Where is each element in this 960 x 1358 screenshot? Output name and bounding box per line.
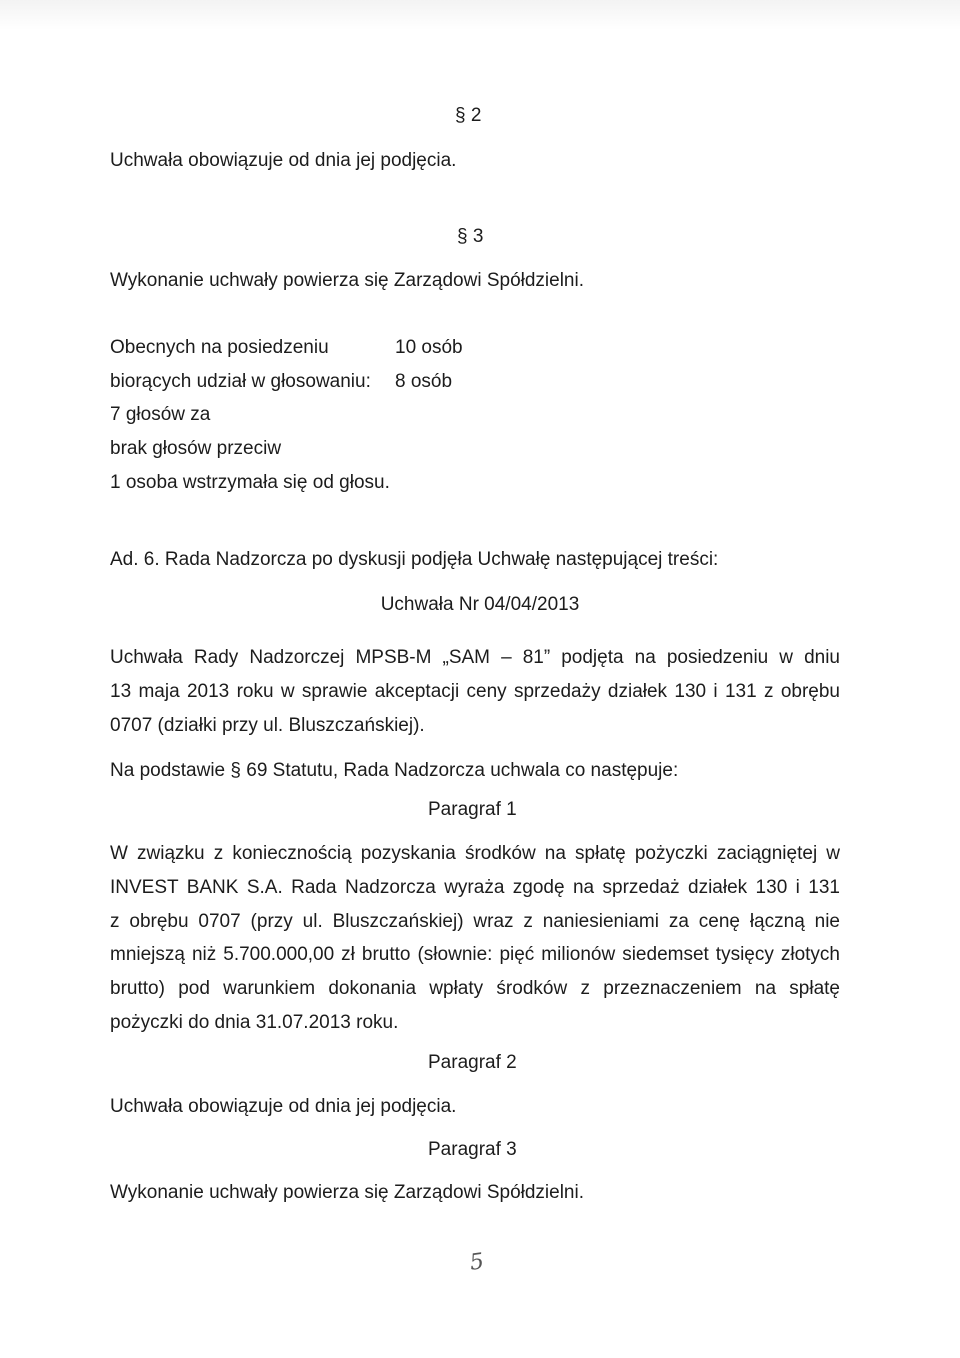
section-2-heading: § 2 <box>455 105 482 126</box>
section-3-heading: § 3 <box>457 226 484 247</box>
preamble-line: Uchwała Rady Nadzorczej MPSB-M „SAM – 81” podjęta na posiedzeniu w dniu <box>110 647 840 668</box>
paragraph-1-line: z obrębu 0707 (przy ul. Bluszczańskiej) wraz z naniesieniami za cenę łączną nie <box>110 911 840 932</box>
paragraph-1-heading: Paragraf 1 <box>428 799 517 820</box>
paragraph-1-line: INVEST BANK S.A. Rada Nadzorcza wyraża zgodę na sprzedaż działek 130 i 131 <box>110 877 840 898</box>
attendance-present-value: 10 osób <box>395 337 463 358</box>
attendance-voting-value: 8 osób <box>395 371 453 392</box>
handwritten-page-number: 5 <box>468 1249 486 1276</box>
preamble-line: 0707 (działki przy ul. Bluszczańskiej). <box>110 715 425 736</box>
resolution-title: Uchwała Nr 04/04/2013 <box>380 594 580 615</box>
votes-for: 7 głosów za <box>110 404 211 425</box>
item-6-intro: Ad. 6. Rada Nadzorcza po dyskusji podjęła Uchwałę następującej treści: <box>110 549 719 570</box>
preamble-line: 13 maja 2013 roku w sprawie akceptacji ceny sprzedaży działek 130 i 131 z obrębu <box>110 681 840 702</box>
paragraph-2-text: Uchwała obowiązuje od dnia jej podjęcia. <box>110 1096 457 1117</box>
votes-against: brak głosów przeciw <box>110 438 282 459</box>
legal-basis: Na podstawie § 69 Statutu, Rada Nadzorcza uchwala co następuje: <box>110 760 679 781</box>
paragraph-1-line: brutto) pod warunkiem dokonania wpłaty środków z przeznaczeniem na spłatę <box>110 978 840 999</box>
section-2-text: Uchwała obowiązuje od dnia jej podjęcia. <box>110 150 457 171</box>
paragraph-2-heading: Paragraf 2 <box>428 1052 517 1073</box>
attendance-present-label: Obecnych na posiedzeniu <box>110 337 329 358</box>
attendance-voting-label: biorących udział w głosowaniu: <box>110 371 371 392</box>
scan-edge-shading <box>0 0 960 30</box>
votes-abstained: 1 osoba wstrzymała się od głosu. <box>110 472 390 493</box>
section-3-text: Wykonanie uchwały powierza się Zarządowi Spółdzielni. <box>110 270 584 291</box>
paragraph-3-text: Wykonanie uchwały powierza się Zarządowi Spółdzielni. <box>110 1182 584 1203</box>
paragraph-3-heading: Paragraf 3 <box>428 1139 517 1160</box>
paragraph-1-line: W związku z koniecznością pozyskania środków na spłatę pożyczki zaciągniętej w <box>110 843 840 864</box>
paragraph-1-line: pożyczki do dnia 31.07.2013 roku. <box>110 1012 399 1033</box>
paragraph-1-line: mniejszą niż 5.700.000,00 zł brutto (słownie: pięć milionów siedemset tysięcy złotych <box>110 944 840 965</box>
